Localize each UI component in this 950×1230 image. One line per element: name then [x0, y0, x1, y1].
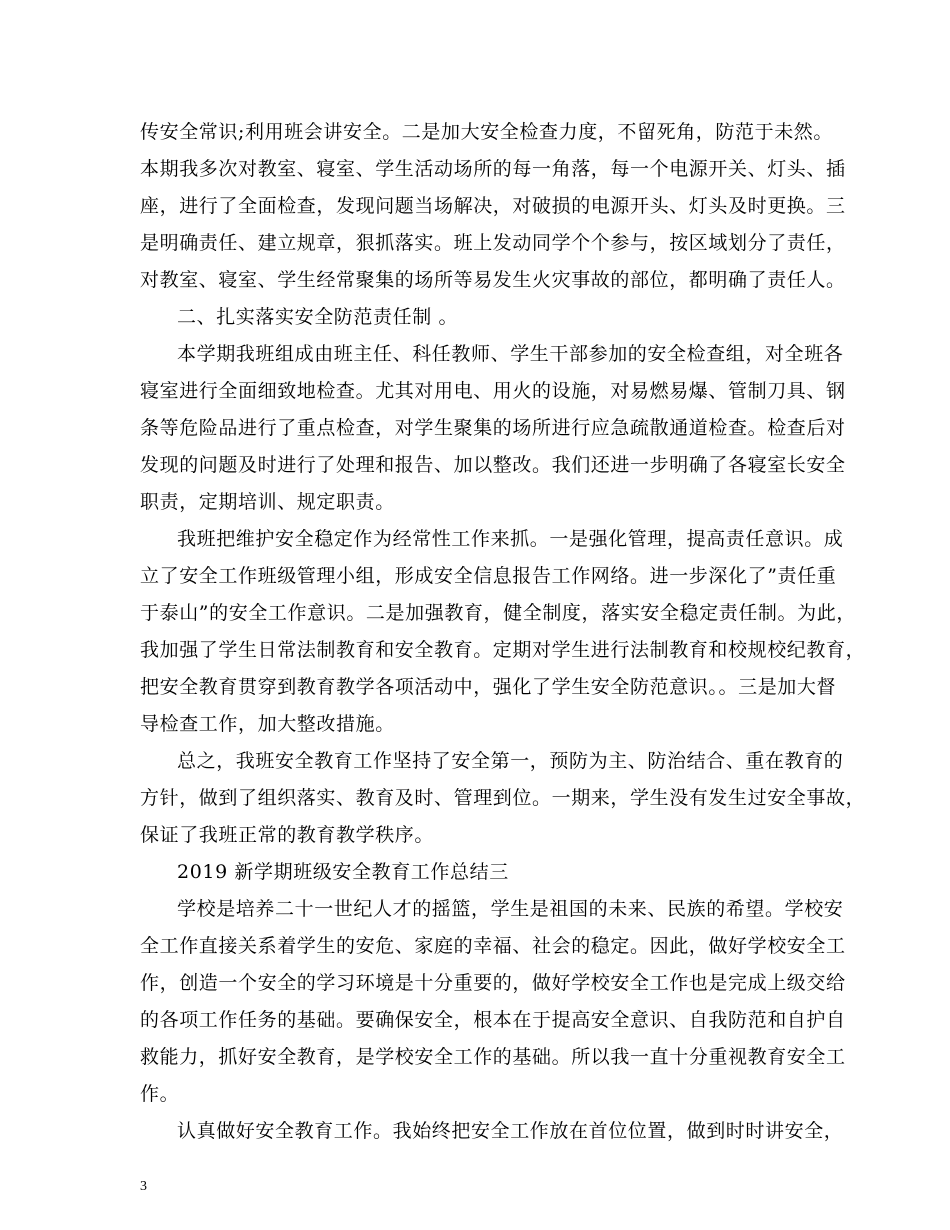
text-line: 我加强了学生日常法制教育和安全教育。定期对学生进行法制教育和校规校纪教育，: [140, 639, 866, 661]
text-line: 是明确责任、建立规章，狠抓落实。班上发动同学个个参与，按区域划分了责任，: [140, 232, 846, 254]
text-line: 的各项工作任务的基础。要确保安全，根本在于提高安全意识、自我防范和自护自: [140, 1009, 846, 1031]
text-line: 寝室进行全面细致地检查。尤其对用电、用火的设施，对易燃易爆、管制刀具、钢: [140, 380, 846, 402]
text-line: 座，进行了全面检查，发现问题当场解决，对破损的电源开头、灯头及时更换。三: [140, 195, 846, 217]
text-line: 传安全常识;利用班会讲安全。二是加大安全检查力度，不留死角，防范于未然。: [140, 121, 834, 143]
text-line: 作，创造一个安全的学习环境是十分重要的，做好学校安全工作也是完成上级交给: [140, 972, 846, 994]
text-line: 把安全教育贯穿到教育教学各项活动中，强化了学生安全防范意识。。三是加大督: [140, 676, 837, 698]
text-line: 作。: [140, 1083, 180, 1105]
text-line: 立了安全工作班级管理小组，形成安全信息报告工作网络。进一步深化了”责任重: [140, 565, 837, 587]
text-line: 方针，做到了组织落实、教育及时、管理到位。一期来，学生没有发生过安全事故，: [140, 787, 866, 809]
section-heading: 2019 新学期班级安全教育工作总结三: [177, 861, 509, 883]
text-line: 发现的问题及时进行了处理和报告、加以整改。我们还进一步明确了各寝室长安全: [140, 454, 846, 476]
text-line: 导检查工作，加大整改措施。: [140, 713, 395, 735]
text-line: 认真做好安全教育工作。我始终把安全工作放在首位位置，做到时时讲安全，: [177, 1120, 844, 1142]
section-heading: 二、扎实落实安全防范责任制 。: [177, 306, 459, 328]
text-line: 本学期我班组成由班主任、科任教师、学生干部参加的安全检查组，对全班各: [177, 343, 844, 365]
text-line: 对教室、寝室、学生经常聚集的场所等易发生火灾事故的部位，都明确了责任人。: [140, 269, 846, 291]
text-line: 学校是培养二十一世纪人才的摇篮，学生是祖国的未来、民族的希望。学校安: [177, 898, 844, 920]
text-line: 本期我多次对教室、寝室、学生活动场所的每一角落，每一个电源开关、灯头、插: [140, 158, 846, 180]
text-line: 全工作直接关系着学生的安危、家庭的幸福、社会的稳定。因此，做好学校安全工: [140, 935, 846, 957]
text-line: 条等危险品进行了重点检查，对学生聚集的场所进行应急疏散通道检查。检查后对: [140, 417, 846, 439]
text-line: 我班把维护安全稳定作为经常性工作来抓。一是强化管理，提高责任意识。成: [177, 528, 844, 550]
text-line: 保证了我班正常的教育教学秩序。: [140, 824, 435, 846]
text-line: 于泰山”的安全工作意识。二是加强教育，健全制度，落实安全稳定责任制。为此，: [140, 602, 856, 624]
page-number: 3: [140, 1179, 147, 1194]
text-line: 职责，定期培训、规定职责。: [140, 491, 395, 513]
text-line: 总之，我班安全教育工作坚持了安全第一，预防为主、防治结合、重在教育的: [177, 750, 844, 772]
text-line: 救能力，抓好安全教育，是学校安全工作的基础。所以我一直十分重视教育安全工: [140, 1046, 846, 1068]
